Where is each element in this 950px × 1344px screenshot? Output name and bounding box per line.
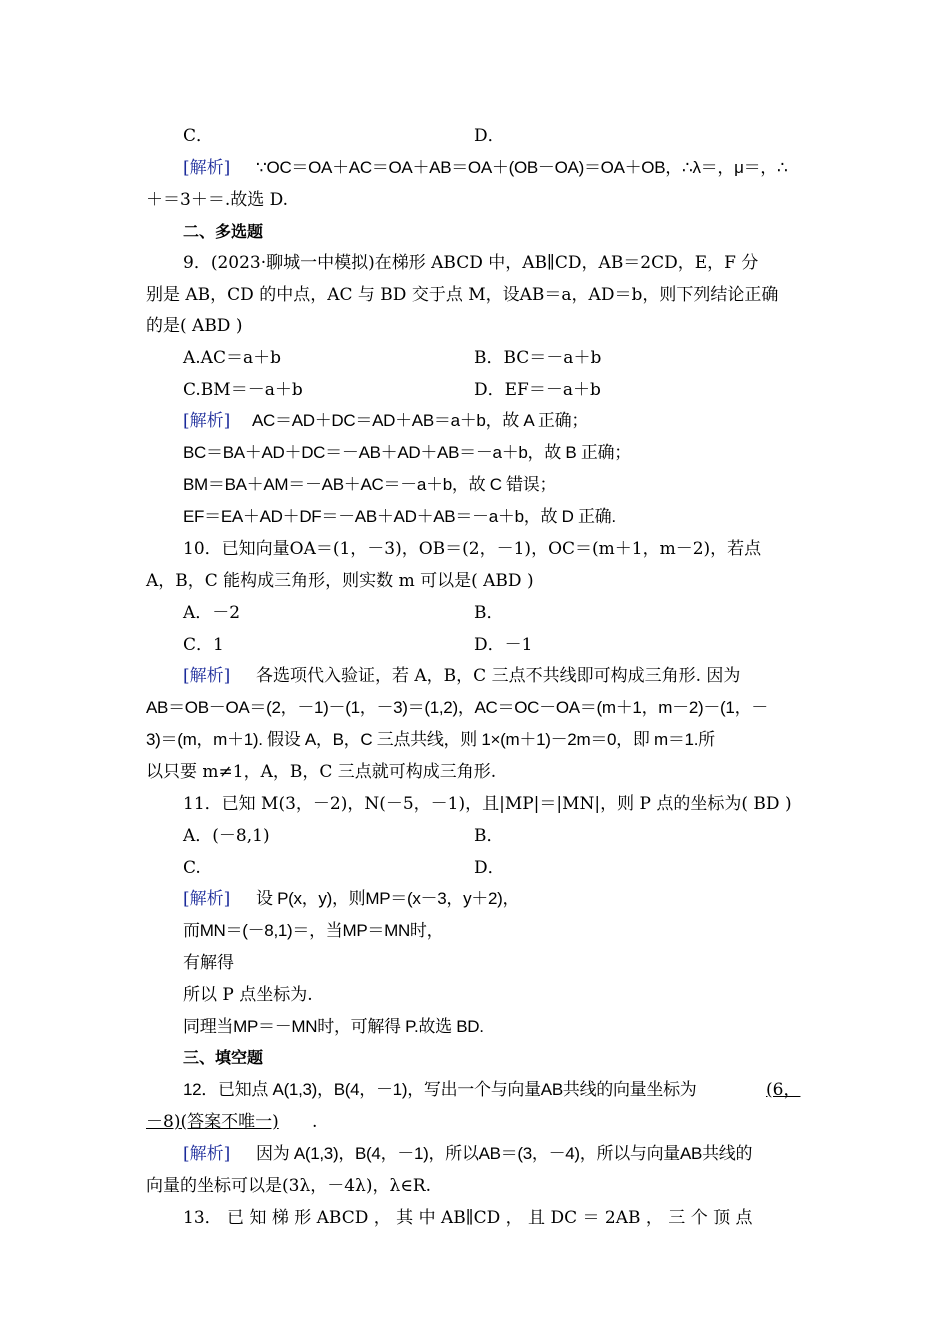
sentence-end: . xyxy=(312,1112,318,1132)
answer-blank: －8)(答案不唯一) xyxy=(146,1112,279,1132)
analysis-text: BM＝BA＋AM＝－AB＋AC＝－a＋b，故 C 错误； xyxy=(183,475,557,494)
analysis-text: 有解得 xyxy=(183,953,234,973)
question-9: 9．(2023·聊城一中模拟)在梯形 ABCD 中，AB∥CD，AB＝2CD，E，F 分 xyxy=(183,253,759,273)
analysis-text: 以只要 m≠1，A，B，C 三点就可构成三角形. xyxy=(146,762,497,782)
analysis-text: 各选项代入验证，若 A，B，C 三点不共线即可构成三角形. 因为 xyxy=(256,666,741,686)
analysis-label: [解析] xyxy=(183,889,231,909)
option-c: C．1 xyxy=(183,635,224,655)
option-c: C.BM＝－a＋b xyxy=(183,380,303,400)
option-b: B． xyxy=(474,826,504,846)
question-9-text: 别是 AB，CD 的中点，AC 与 BD 交于点 M，设AB＝a，AD＝b，则下列结论正确 xyxy=(146,285,779,305)
answer-blank: (6， xyxy=(766,1080,801,1100)
option-d: D．EF＝－a＋b xyxy=(474,380,601,400)
analysis-text: 同理当MP＝－MN时，可解得 P.故选 BD. xyxy=(183,1017,484,1036)
analysis-text: 向量的坐标可以是(3λ，－4λ)，λ∈R. xyxy=(146,1176,432,1196)
analysis-text: ∵OC＝OA＋AC＝OA＋AB＝OA＋(OB－OA)＝OA＋OB，∴λ＝，μ＝，∴ xyxy=(256,158,788,177)
option-b: B．BC＝－a＋b xyxy=(474,348,602,368)
question-10-text: A，B，C 能构成三角形，则实数 m 可以是( ABD ) xyxy=(146,571,534,591)
analysis-text: EF＝EA＋AD＋DF＝－AB＋AD＋AB＝－a＋b，故 D 正确. xyxy=(183,507,616,526)
analysis-text: AB＝OB－OA＝(2，－1)－(1，－3)＝(1,2)，AC＝OC－OA＝(m＋1，m－2)－(1，－ xyxy=(146,698,768,717)
question-10: 10．已知向量OA＝(1，－3)，OB＝(2，－1)，OC＝(m＋1，m－2)，若点 xyxy=(183,539,762,559)
analysis-label: [解析] xyxy=(183,666,231,686)
option-b: B． xyxy=(474,603,504,623)
analysis-text: AC＝AD＋DC＝AD＋AB＝a＋b，故 A 正确； xyxy=(252,411,589,430)
option-a: A．(－8,1) xyxy=(183,826,270,846)
option-d: D．－1 xyxy=(474,635,533,655)
analysis-text: 因为 A(1,3)，B(4，－1)，所以AB＝(3，－4)，所以与向量AB共线的 xyxy=(256,1144,753,1163)
analysis-text: 设 P(x，y)，则MP＝(x－3，y＋2)， xyxy=(256,889,520,908)
section-heading: 二、多选题 xyxy=(183,222,264,241)
option-c: C. xyxy=(183,858,201,878)
section-heading: 三、填空题 xyxy=(183,1048,264,1067)
question-12: 12．已知点 A(1,3)，B(4，－1)，写出一个与向量AB共线的向量坐标为 xyxy=(183,1080,697,1099)
option-d-text: D． xyxy=(474,126,505,146)
analysis-label: [解析] xyxy=(183,1144,231,1164)
analysis-label: [解析] xyxy=(183,411,231,431)
option-d: D． xyxy=(474,858,505,878)
question-9-text: 的是( ABD ) xyxy=(146,316,243,336)
option-a: A.AC＝a＋b xyxy=(183,348,281,368)
question-13: 13． 已 知 梯 形 ABCD ， 其 中 AB∥CD ， 且 DC ＝ 2AB ， 三 个 顶 点 xyxy=(183,1208,753,1228)
option-a: A．－2 xyxy=(183,603,241,623)
analysis-text: 3)＝(m，m＋1). 假设 A，B，C 三点共线，则 1×(m＋1)－2m＝0，即 m＝1.所 xyxy=(146,730,715,749)
analysis-text: ＋＝3＋＝.故选 D. xyxy=(146,190,289,210)
analysis-label: [解析] xyxy=(183,158,231,178)
question-11: 11．已知 M(3，－2)，N(－5，－1)，且|MP|＝|MN|，则 P 点的坐标为( BD ) xyxy=(183,794,792,814)
analysis-text: 而MN＝(－8,1)＝，当MP＝MN时， xyxy=(183,921,444,940)
option-c-text: C． xyxy=(183,126,214,146)
analysis-text: BC＝BA＋AD＋DC＝－AB＋AD＋AB＝－a＋b，故 B 正确； xyxy=(183,443,631,462)
analysis-text: 所以 P 点坐标为. xyxy=(183,985,313,1005)
